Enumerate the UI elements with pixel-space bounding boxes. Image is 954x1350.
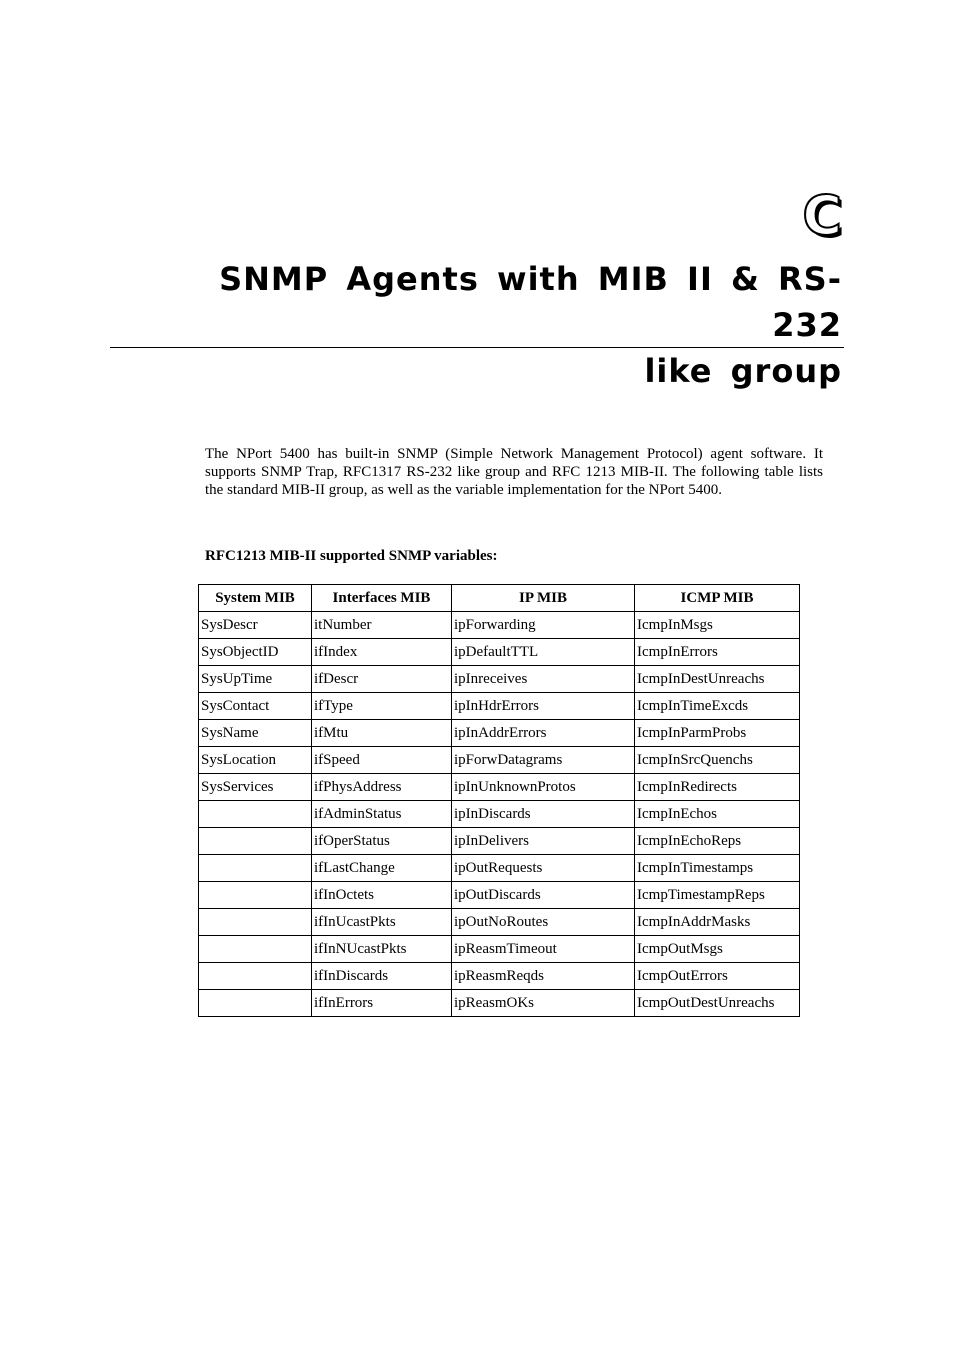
table-row: [199, 747, 800, 774]
cell-system-mib: SysDescr: [199, 612, 312, 639]
header-ip-mib: IP MIB: [452, 585, 635, 612]
header-interfaces-mib: Interfaces MIB: [312, 585, 452, 612]
table-row: [199, 774, 800, 801]
table-row: [199, 828, 800, 855]
cell-interfaces-mib: ifAdminStatus: [312, 801, 452, 828]
cell-icmp-mib: IcmpInTimeExcds: [635, 693, 800, 720]
table-row: [199, 612, 800, 639]
cell-ip-mib: ipInHdrErrors: [452, 693, 635, 720]
table-row: [199, 720, 800, 747]
cell-system-mib: SysName: [199, 720, 312, 747]
chapter-letter: C: [802, 184, 842, 247]
table-row: [199, 882, 800, 909]
table-row: [199, 909, 800, 936]
cell-ip-mib: ipInreceives: [452, 666, 635, 693]
cell-system-mib: [199, 828, 312, 855]
cell-ip-mib: ipOutRequests: [452, 855, 635, 882]
cell-icmp-mib: IcmpTimestampReps: [635, 882, 800, 909]
title-divider: [110, 347, 844, 348]
cell-ip-mib: ipForwDatagrams: [452, 747, 635, 774]
chapter-title-line-1: SNMP Agents with MIB II & RS-232: [219, 260, 842, 344]
cell-ip-mib: ipOutDiscards: [452, 882, 635, 909]
cell-ip-mib: ipInUnknownProtos: [452, 774, 635, 801]
cell-ip-mib: ipReasmOKs: [452, 990, 635, 1017]
cell-icmp-mib: IcmpInTimestamps: [635, 855, 800, 882]
cell-interfaces-mib: ifMtu: [312, 720, 452, 747]
cell-interfaces-mib: ifOperStatus: [312, 828, 452, 855]
cell-ip-mib: ipDefaultTTL: [452, 639, 635, 666]
cell-system-mib: [199, 909, 312, 936]
header-system-mib: System MIB: [199, 585, 312, 612]
mib-variables-table: [198, 584, 800, 1017]
cell-icmp-mib: IcmpInParmProbs: [635, 720, 800, 747]
cell-interfaces-mib: ifType: [312, 693, 452, 720]
cell-icmp-mib: IcmpInDestUnreachs: [635, 666, 800, 693]
cell-ip-mib: ipReasmReqds: [452, 963, 635, 990]
table-row: [199, 693, 800, 720]
cell-ip-mib: ipInDelivers: [452, 828, 635, 855]
chapter-title: [196, 256, 842, 394]
table-row: [199, 801, 800, 828]
cell-icmp-mib: IcmpInEchos: [635, 801, 800, 828]
cell-icmp-mib: IcmpOutMsgs: [635, 936, 800, 963]
cell-system-mib: [199, 963, 312, 990]
cell-interfaces-mib: ifInNUcastPkts: [312, 936, 452, 963]
cell-ip-mib: ipForwarding: [452, 612, 635, 639]
cell-interfaces-mib: ifIndex: [312, 639, 452, 666]
cell-system-mib: SysLocation: [199, 747, 312, 774]
cell-interfaces-mib: ifDescr: [312, 666, 452, 693]
header-icmp-mib: ICMP MIB: [635, 585, 800, 612]
table-row: [199, 855, 800, 882]
cell-ip-mib: ipInAddrErrors: [452, 720, 635, 747]
table-row: [199, 666, 800, 693]
table-row: [199, 936, 800, 963]
table-header-row: [199, 585, 800, 612]
table-row: [199, 990, 800, 1017]
cell-system-mib: SysUpTime: [199, 666, 312, 693]
cell-interfaces-mib: ifInDiscards: [312, 963, 452, 990]
cell-icmp-mib: IcmpInEchoReps: [635, 828, 800, 855]
cell-system-mib: [199, 882, 312, 909]
cell-ip-mib: ipOutNoRoutes: [452, 909, 635, 936]
cell-ip-mib: ipInDiscards: [452, 801, 635, 828]
cell-system-mib: [199, 801, 312, 828]
cell-system-mib: SysContact: [199, 693, 312, 720]
table-caption: RFC1213 MIB-II supported SNMP variables:: [205, 548, 498, 564]
cell-interfaces-mib: ifInErrors: [312, 990, 452, 1017]
table-body: [199, 612, 800, 1017]
chapter-title-line-2: like group: [644, 352, 842, 390]
cell-interfaces-mib: ifLastChange: [312, 855, 452, 882]
cell-interfaces-mib: ifInOctets: [312, 882, 452, 909]
cell-interfaces-mib: ifSpeed: [312, 747, 452, 774]
cell-icmp-mib: IcmpInAddrMasks: [635, 909, 800, 936]
cell-icmp-mib: IcmpInSrcQuenchs: [635, 747, 800, 774]
cell-ip-mib: ipReasmTimeout: [452, 936, 635, 963]
cell-system-mib: [199, 855, 312, 882]
intro-paragraph: The NPort 5400 has built-in SNMP (Simple Network Management Protocol) agent software. It supports SNMP Trap, RFC1317 RS-232 like group and RFC 1213 MIB-II. The following table lists the standard MIB-II group, as well as the variable implementation for the NPort 5400.: [205, 446, 823, 498]
cell-icmp-mib: IcmpInRedirects: [635, 774, 800, 801]
cell-system-mib: SysObjectID: [199, 639, 312, 666]
cell-system-mib: [199, 936, 312, 963]
cell-icmp-mib: IcmpInErrors: [635, 639, 800, 666]
table-row: [199, 963, 800, 990]
cell-interfaces-mib: ifPhysAddress: [312, 774, 452, 801]
cell-interfaces-mib: itNumber: [312, 612, 452, 639]
table-row: [199, 639, 800, 666]
cell-system-mib: [199, 990, 312, 1017]
cell-icmp-mib: IcmpOutDestUnreachs: [635, 990, 800, 1017]
cell-icmp-mib: IcmpInMsgs: [635, 612, 800, 639]
cell-icmp-mib: IcmpOutErrors: [635, 963, 800, 990]
cell-interfaces-mib: ifInUcastPkts: [312, 909, 452, 936]
cell-system-mib: SysServices: [199, 774, 312, 801]
